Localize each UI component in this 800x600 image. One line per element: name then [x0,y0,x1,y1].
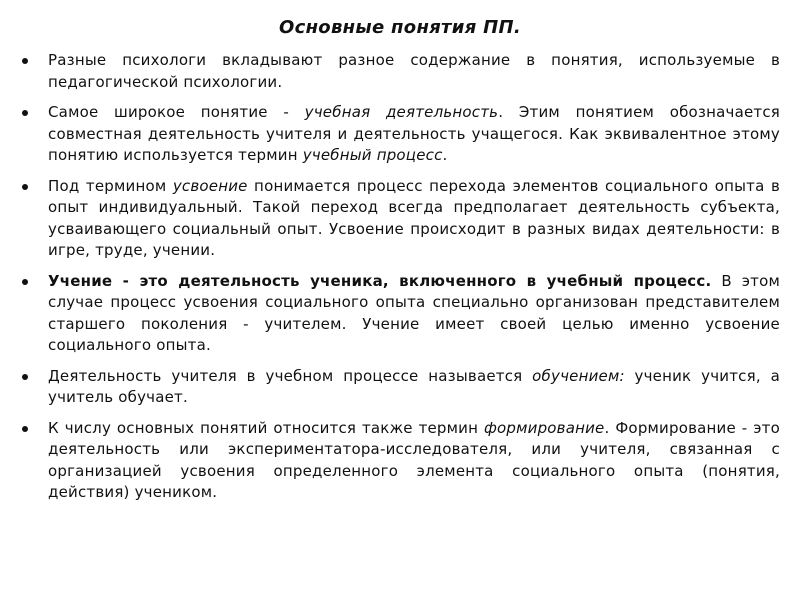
bullet-text: К числу основных понятий относится также термин [48,418,484,437]
bullet-item [20,50,780,93]
bullet-text: ученик учится, а учитель обучает. [48,366,780,406]
bullet-list [20,50,780,513]
definition-bold: Учение - это деятельность ученика, включенного в учебный процесс. [48,271,712,290]
term-emphasis: обучением: [532,366,625,385]
bullet-text: . [442,146,448,164]
term-emphasis: формирование [483,418,605,437]
bullet-text: Под термином [48,176,173,195]
bullet-item [20,418,780,504]
bullet-item [20,366,780,409]
term-emphasis: учебная деятельность [304,103,499,121]
bullet-item [20,102,780,167]
bullet-text: Деятельность учителя в учебном процессе называется [48,366,533,385]
bullet-text: . Формирование - это деятельность или экспериментатора-исследователя, или учителя, связанная с организацией усвоения определенного элемента социального опыта (понятия, действия) учеником. [48,418,780,501]
term-emphasis: учебный процесс [302,146,443,164]
bullet-text: . Этим понятием обозначается совместная деятельность учителя и деятельность учащегося. Как эквивалентное этому понятию используется термин [48,103,780,164]
bullet-text: Самое широкое понятие - [48,103,305,121]
term-emphasis: усвоение [172,176,248,195]
bullet-item [20,271,780,357]
slide-title: Основные понятия ПП. [279,17,521,38]
bullet-item [20,176,780,262]
bullet-text: В этом случае процесс усвоения социального опыта специально организован представителем старшего поколения - учителем. Учение имеет своей целью именно усвоение социального опыта. [48,271,780,354]
bullet-text: Разные психологи вкладывают разное содержание в понятия, используемые в педагогической психологии. [48,51,780,91]
bullet-text: понимается процесс перехода элементов социального опыта в опыт индивидуальный. Такой переход всегда предполагает деятельность субъекта, усваивающего социальный опыт. Усвоение происходит в разных видах деятельности: в игре, труде, учении. [48,176,780,259]
